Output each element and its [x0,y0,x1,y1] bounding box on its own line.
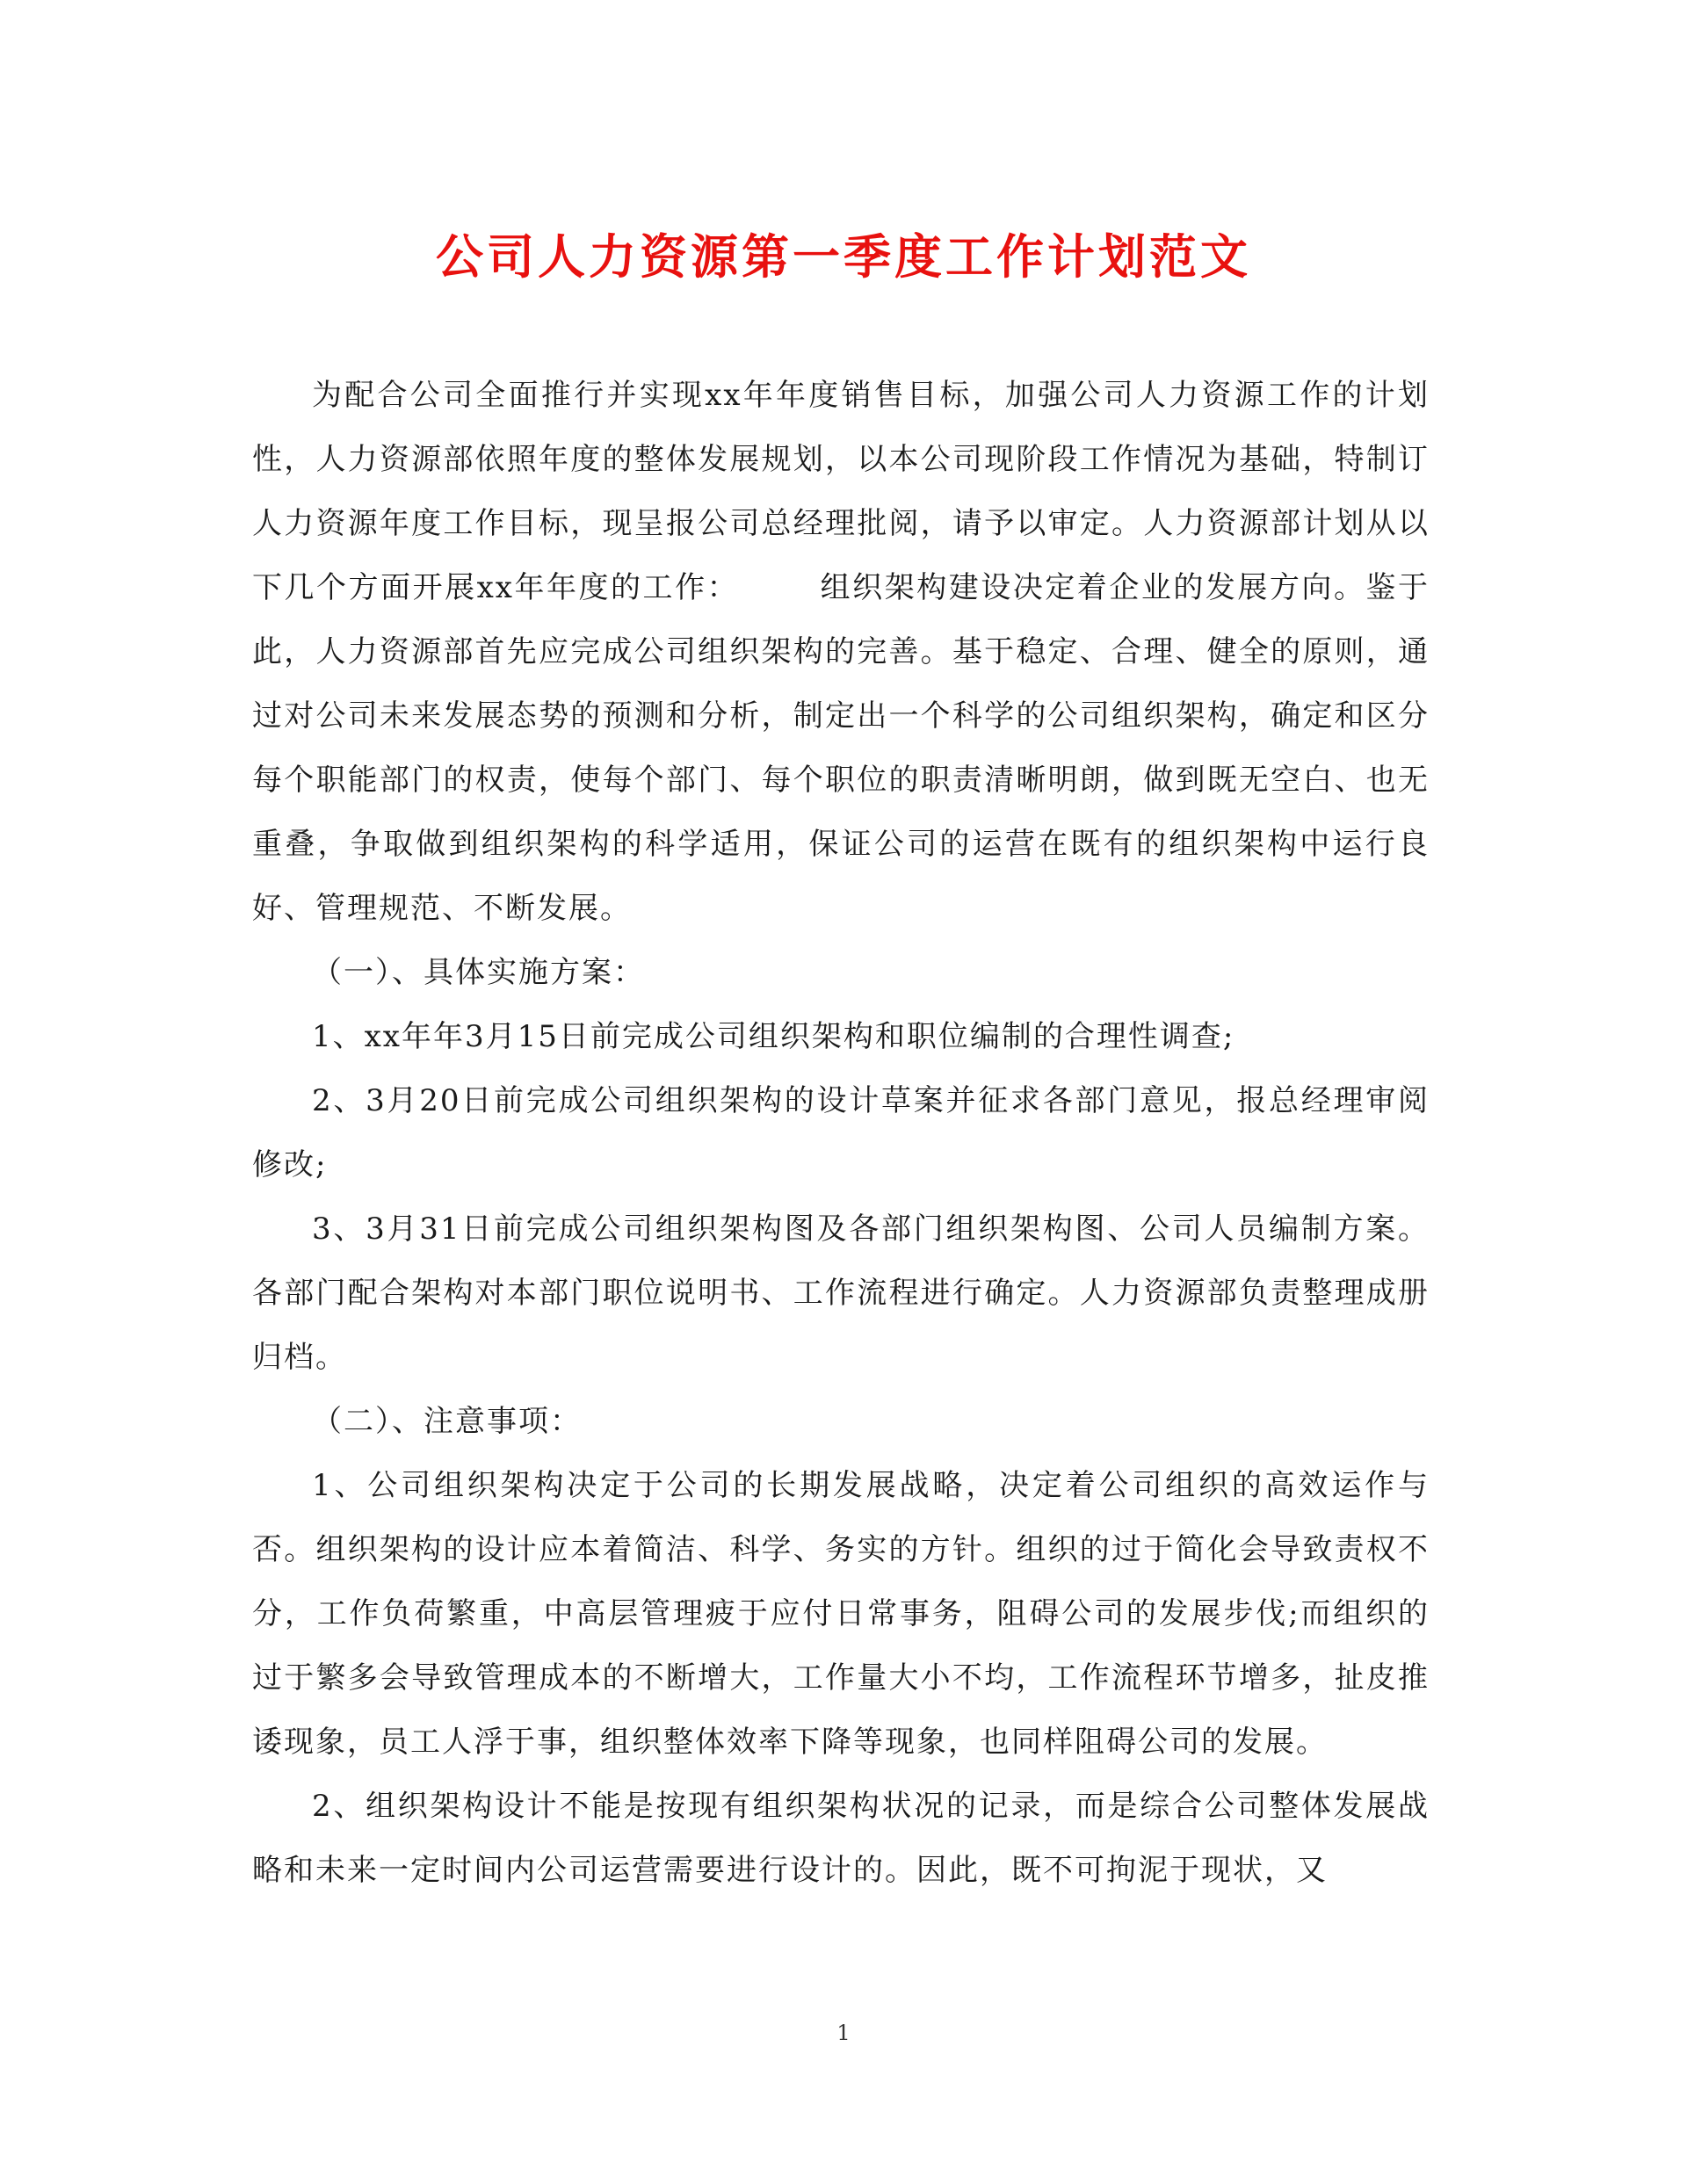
note-item-1: 1、公司组织架构决定于公司的长期发展战略，决定着公司组织的高效运作与否。组织架构的设计应本着简洁、科学、务实的方针。组织的过于简化会导致责权不分，工作负荷繁重，中高层管理疲于应付日常事务，阻碍公司的发展步伐;而组织的过于繁多会导致管理成本的不断增大，工作量大小不均，工作流程环节增多，扯皮推诿现象，员工人浮于事，组织整体效率下降等现象，也同样阻碍公司的发展。 [252,1468,1430,1760]
document-title: 公司人力资源第一季度工作计划范文 [436,228,1251,285]
plan-item-2: 2、3月20日前完成公司组织架构的设计草案并征求各部门意见，报总经理审阅修改; [252,1083,1430,1182]
section-heading-plan: （一）、具体实施方案： [312,955,645,990]
section-heading-notes: （二）、注意事项： [312,1404,582,1439]
note-item-2: 2、组织架构设计不能是按现有组织架构状况的记录，而是综合公司整体发展战略和未来一定时间内公司运营需要进行设计的。因此，既不可拘泥于现状，又 [252,1789,1430,1888]
page-number: 1 [836,2021,851,2045]
plan-item-3: 3、3月31日前完成公司组织架构图及各部门组织架构图、公司人员编制方案。各部门配合架构对本部门职位说明书、工作流程进行确定。人力资源部负责整理成册归档。 [252,1211,1430,1375]
plan-item-1: 1、xx年年3月15日前完成公司组织架构和职位编制的合理性调查; [312,1019,1235,1054]
paragraph-intro: 为配合公司全面推行并实现xx年年度销售目标，加强公司人力资源工作的计划性，人力资源部依照年度的整体发展规划，以本公司现阶段工作情况为基础，特制订人力资源年度工作目标，现呈报公司总经理批阅，请予以审定。人力资源部计划从以下几个方面开展xx年年度的工作： 组织架构建设决定着企业的发展方向。鉴于此，人力资源部首先应完成公司组织架构的完善。基于稳定、合理、健全的原则，通过对公司未来发展态势的预测和分析，制定出一个科学的公司组织架构，确定和区分每个职能部门的权责，使每个部门、每个职位的职责清晰明朗，做到既无空白、也无重叠，争取做到组织架构的科学适用，保证公司的运营在既有的组织架构中运行良好、管理规范、不断发展。 [252,378,1430,926]
document-body [252,364,1430,1903]
